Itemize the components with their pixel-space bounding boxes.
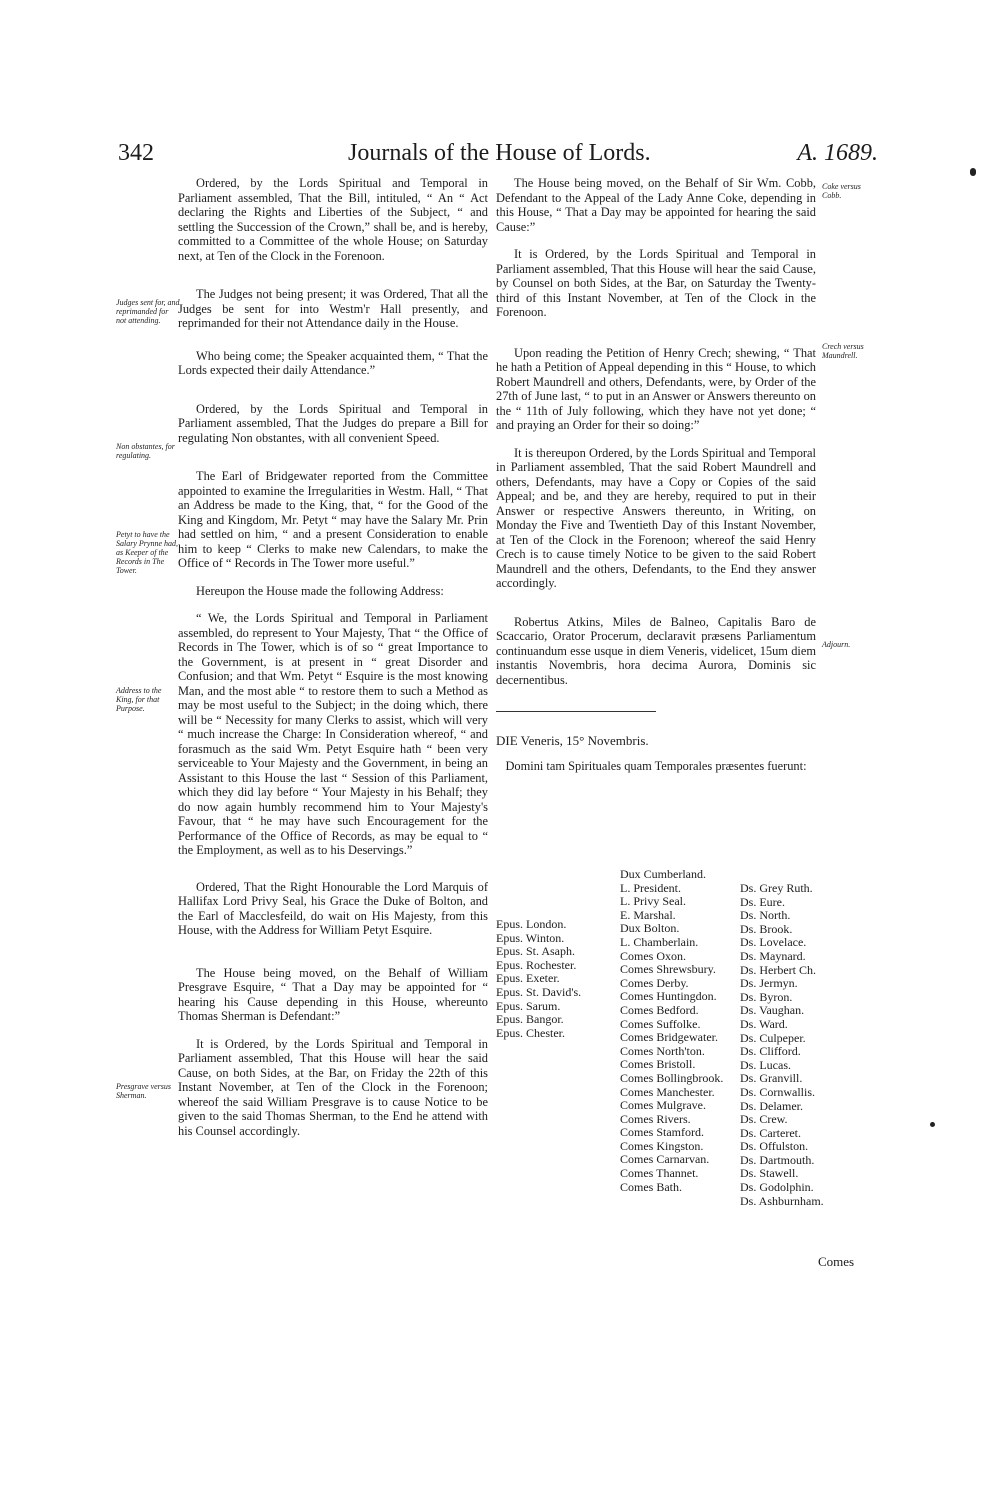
- bishop-entry: Epus. London.: [496, 917, 567, 931]
- ink-mark: [930, 1122, 935, 1127]
- paragraph: Ordered, That the Right Honourable the Lord Marquis of Hallifax Lord Privy Seal, his Grace the Duke of Bolton, and the Earl of Macclesfeild, do wait on His Majesty, from this House, with the Address for William Petyt Esquire.: [178, 879, 488, 937]
- margin-note: Crech versus Maundrell.: [822, 342, 864, 360]
- baron-entry: Ds. Godolphin.: [740, 1180, 814, 1195]
- baron-entry: Ds. Dartmouth.: [740, 1152, 815, 1167]
- section-rule: [496, 711, 656, 712]
- paragraph: The House being moved, on the Behalf of William Presgrave Esquire, “ That a Day may be appointed for “ hearing his Cause depending in this House, whereunto Thomas Sherman is Defendant:”: [178, 965, 488, 1023]
- paragraph: Ordered, by the Lords Spiritual and Temporal in Parliament assembled, That the Judges do prepare a Bill for regulating Non obstantes, with all convenient Speed.: [178, 401, 488, 445]
- peer-entry: L. President.: [620, 880, 681, 895]
- margin-note: Presgrave versus Sherman.: [116, 1082, 172, 1100]
- peer-entry: Dux Bolton.: [620, 921, 680, 936]
- bishop-entry: Epus. St. Asaph.: [496, 944, 576, 959]
- peer-entry: Comes Shrewsbury.: [620, 962, 716, 977]
- bishop-entry: Epus. Rochester.: [496, 957, 577, 972]
- peer-entry: Comes Bollingbrook.: [620, 1070, 724, 1085]
- baron-entry: Ds. Carteret.: [740, 1125, 801, 1140]
- baron-entry: Ds. Lovelace.: [740, 935, 807, 950]
- baron-entry: Ds. Granvill.: [740, 1071, 803, 1086]
- peer-entry: Comes Thannet.: [620, 1166, 699, 1181]
- baron-entry: Ds. North.: [740, 908, 791, 923]
- peer-entry: Comes Oxon.: [620, 948, 686, 963]
- paragraph: It is thereupon Ordered, by the Lords Spiritual and Temporal in Parliament assembled, That the said Robert Maundrell and others, Defendants, may have a Copy or Copies of the said Appeal; and be, and they are hereby, required to put in their Answer or respective Answers thereunto, in Writing, on Monday the Five and Twentieth Day of this Instant November, at Ten of the Clock in the Forenoon; whereof the said Henry Crech is to cause timely Notice to be given to the said Robert Maundrell and the others, Defendants, to the End they answer accordingly.: [496, 445, 816, 590]
- baron-entry: Ds. Herbert Ch.: [740, 962, 816, 977]
- peer-entry: Dux Cumberland.: [620, 867, 706, 881]
- paragraph: It is Ordered, by the Lords Spiritual and Temporal in Parliament assembled, That this House will hear the said Cause, on both Sides, at the Bar, on Friday the 22th of this Instant November, at Ten of the Clock in the Forenoon; whereof the said William Presgrave is to cause Notice to be given to the said Thomas Sherman, to the End he attend with his Counsel accordingly.: [178, 1036, 488, 1138]
- peer-entry: L. Chamberlain.: [620, 934, 699, 949]
- page-header: [118, 140, 878, 180]
- baron-entry: Ds. Clifford.: [740, 1044, 801, 1059]
- peer-entry: Comes Kingston.: [620, 1138, 704, 1153]
- paragraph: The House being moved, on the Behalf of Sir Wm. Cobb, Defendant to the Appeal of the Lady Anne Coke, depending in this House, “ That a Day may be appointed for hearing the said Cause:”: [496, 176, 816, 234]
- catchword: Comes: [818, 1254, 855, 1269]
- bishop-entry: Epus. Chester.: [496, 1025, 565, 1040]
- peer-entry: Comes Bedford.: [620, 1002, 699, 1017]
- baron-entry: Ds. Lucas.: [740, 1057, 791, 1072]
- baron-entry: Ds. Byron.: [740, 989, 793, 1004]
- paragraph: The Judges not being present; it was Ordered, That all the Judges be sent for into Westm'r Hall presently, and reprimanded for their not Attendance daily in the House.: [178, 287, 488, 330]
- margin-note: Coke versus Cobb.: [822, 182, 861, 200]
- left-column: [178, 176, 488, 1151]
- peer-entry: Comes Bath.: [620, 1179, 682, 1194]
- paragraph: Who being come; the Speaker acquainted them, “ That the Lords expected their daily Attendance.”: [178, 348, 488, 377]
- baron-entry: Ds. Vaughan.: [740, 1003, 805, 1018]
- baron-entry: Ds. Ward.: [740, 1016, 788, 1031]
- margin-note: Adjourn.: [822, 640, 851, 649]
- peer-entry: Comes Derby.: [620, 975, 689, 990]
- paragraph: “ We, the Lords Spiritual and Temporal in Parliament assembled, do represent to Your Majesty, That “ the Office of Records in The Tower, which is of so “ great Importance to the Government, is at present in “ great Disorder and Confusion; and that Wm. Petyt “ Esquire is the most knowing Man, and the most able “ to restore them to such a Method as may be most useful to the Subject; in the doing which, there will be “ Necessity for many Clerks to assist, which will very “ much increase the Charge: In Consideration whereof, “ and forasmuch as the said Wm. Petyt Esquire hath “ been very serviceable to Your Majesty and the Government, in being an Assistant to this House the last “ Session of this Parliament, which they did lay before “ Your Majesty in his Behalf; they do now again humbly recommend him to Your Majesty's Favour, that “ he may have such Encouragement for the Performance of the Office of Records, as may be equal to “ the Employment, as well as to his Deservings.”: [178, 611, 488, 857]
- barons-list: [740, 882, 824, 1208]
- bishop-entry: Epus. Exeter.: [496, 971, 560, 986]
- attendance-intro: Domini tam Spirituales quam Temporales præsentes fuerunt:: [505, 758, 807, 773]
- baron-entry: Ds. Brook.: [740, 921, 793, 936]
- peer-entry: Comes Carnarvan.: [620, 1152, 710, 1167]
- die-heading: DIE Veneris, 15° Novembris.: [496, 733, 649, 748]
- peer-entry: Comes Mulgrave.: [620, 1098, 706, 1113]
- margin-note: Address to the King, for that Purpose.: [116, 686, 162, 713]
- page-year: A. 1689.: [797, 140, 878, 166]
- baron-entry: Ds. Stawell.: [740, 1166, 799, 1181]
- baron-entry: Ds. Grey Ruth.: [740, 881, 813, 895]
- page-number: 342: [118, 140, 154, 166]
- baron-entry: Ds. Jermyn.: [740, 976, 798, 991]
- bishop-entry: Epus. Sarum.: [496, 998, 561, 1013]
- peer-entry: Comes North'ton.: [620, 1043, 705, 1058]
- paragraph: Ordered, by the Lords Spiritual and Temporal in Parliament assembled, That the Bill, intituled, “ An “ Act declaring the Rights and Liberties of the Subject, “ and settling the Succession of the Crown,” shall be, and is hereby, committed to a Committee of the whole House; on Saturday next, at Ten of the Clock in the Forenoon.: [178, 176, 488, 263]
- bishop-entry: Epus. St. David's.: [496, 984, 582, 999]
- baron-entry: Ds. Offulston.: [740, 1139, 809, 1154]
- peer-entry: E. Marshal.: [620, 907, 676, 922]
- paragraph: Robertus Atkins, Miles de Balneo, Capitalis Baro de Scaccario, Orator Procerum, declaravit præsens Parliamentum continuandum esse usque in diem Veneris, videlicet, 15um diem instantis Novembris, hora decima Aurora, Dominis sic decernentibus.: [496, 614, 816, 687]
- peer-entry: Comes Huntingdon.: [620, 989, 717, 1004]
- baron-entry: Ds. Culpeper.: [740, 1030, 806, 1045]
- paragraph: It is Ordered, by the Lords Spiritual and Temporal in Parliament assembled, That this House will hear the said Cause, by Counsel on both Sides, at the Bar, on Saturday the Twenty-third of this Instant November, at Ten of the Clock in the Forenoon.: [496, 247, 816, 319]
- page-title: Journals of the House of Lords.: [348, 140, 651, 166]
- margin-note: Non obstantes, for regulating.: [116, 442, 175, 460]
- bishop-entry: Epus. Winton.: [496, 930, 565, 945]
- baron-entry: Ds. Maynard.: [740, 948, 806, 963]
- paragraph: Upon reading the Petition of Henry Crech; shewing, “ That he hath a Petition of Appeal depending in this “ House, to which Robert Maundrell and others, Defendants, were, by Order of the 27th of June last, “ to put in an Answer or Answers thereunto on the “ 11th of July following, which they have not yet done; “ and praying an Order for their so doing:”: [496, 345, 816, 432]
- peer-entry: Comes Manchester.: [620, 1084, 715, 1099]
- baron-entry: Ds. Ashburnham.: [740, 1193, 824, 1208]
- peer-entry: Comes Bridgewater.: [620, 1030, 718, 1045]
- peer-entry: Comes Suffolke.: [620, 1016, 701, 1031]
- peer-entry: Comes Stamford.: [620, 1125, 704, 1140]
- peer-entry: Comes Rivers.: [620, 1111, 691, 1126]
- baron-entry: Ds. Crew.: [740, 1112, 788, 1127]
- ink-mark: [970, 168, 976, 176]
- right-column: [496, 176, 816, 786]
- paragraph: Hereupon the House made the following Address:: [196, 583, 444, 598]
- baron-entry: Ds. Delamer.: [740, 1098, 803, 1113]
- paragraph: The Earl of Bridgewater reported from the Committee appointed to examine the Irregularities in Westm. Hall, “ That an Address be made to the King, that, “ for the Good of the King and Kingdom, Mr. Petyt “ may have the Salary Mr. Prin had settled on him, “ and a present Consideration to enable him to keep “ Clerks to make new Calendars, to make the Office of “ Records in The Tower more useful.”: [178, 469, 488, 570]
- bishop-entry: Epus. Bangor.: [496, 1012, 564, 1027]
- baron-entry: Ds. Cornwallis.: [740, 1084, 815, 1099]
- peer-entry: Comes Bristoll.: [620, 1057, 696, 1072]
- margin-note: Judges sent for, and reprimanded for not attending.: [116, 298, 180, 325]
- peer-entry: L. Privy Seal.: [620, 894, 686, 909]
- baron-entry: Ds. Eure.: [740, 894, 785, 909]
- bishops-list: [496, 918, 581, 1040]
- margin-note: Petyt to have the Salary Prynne had, as Keeper of the Records in The Tower.: [116, 530, 178, 575]
- peers-list: [620, 868, 723, 1194]
